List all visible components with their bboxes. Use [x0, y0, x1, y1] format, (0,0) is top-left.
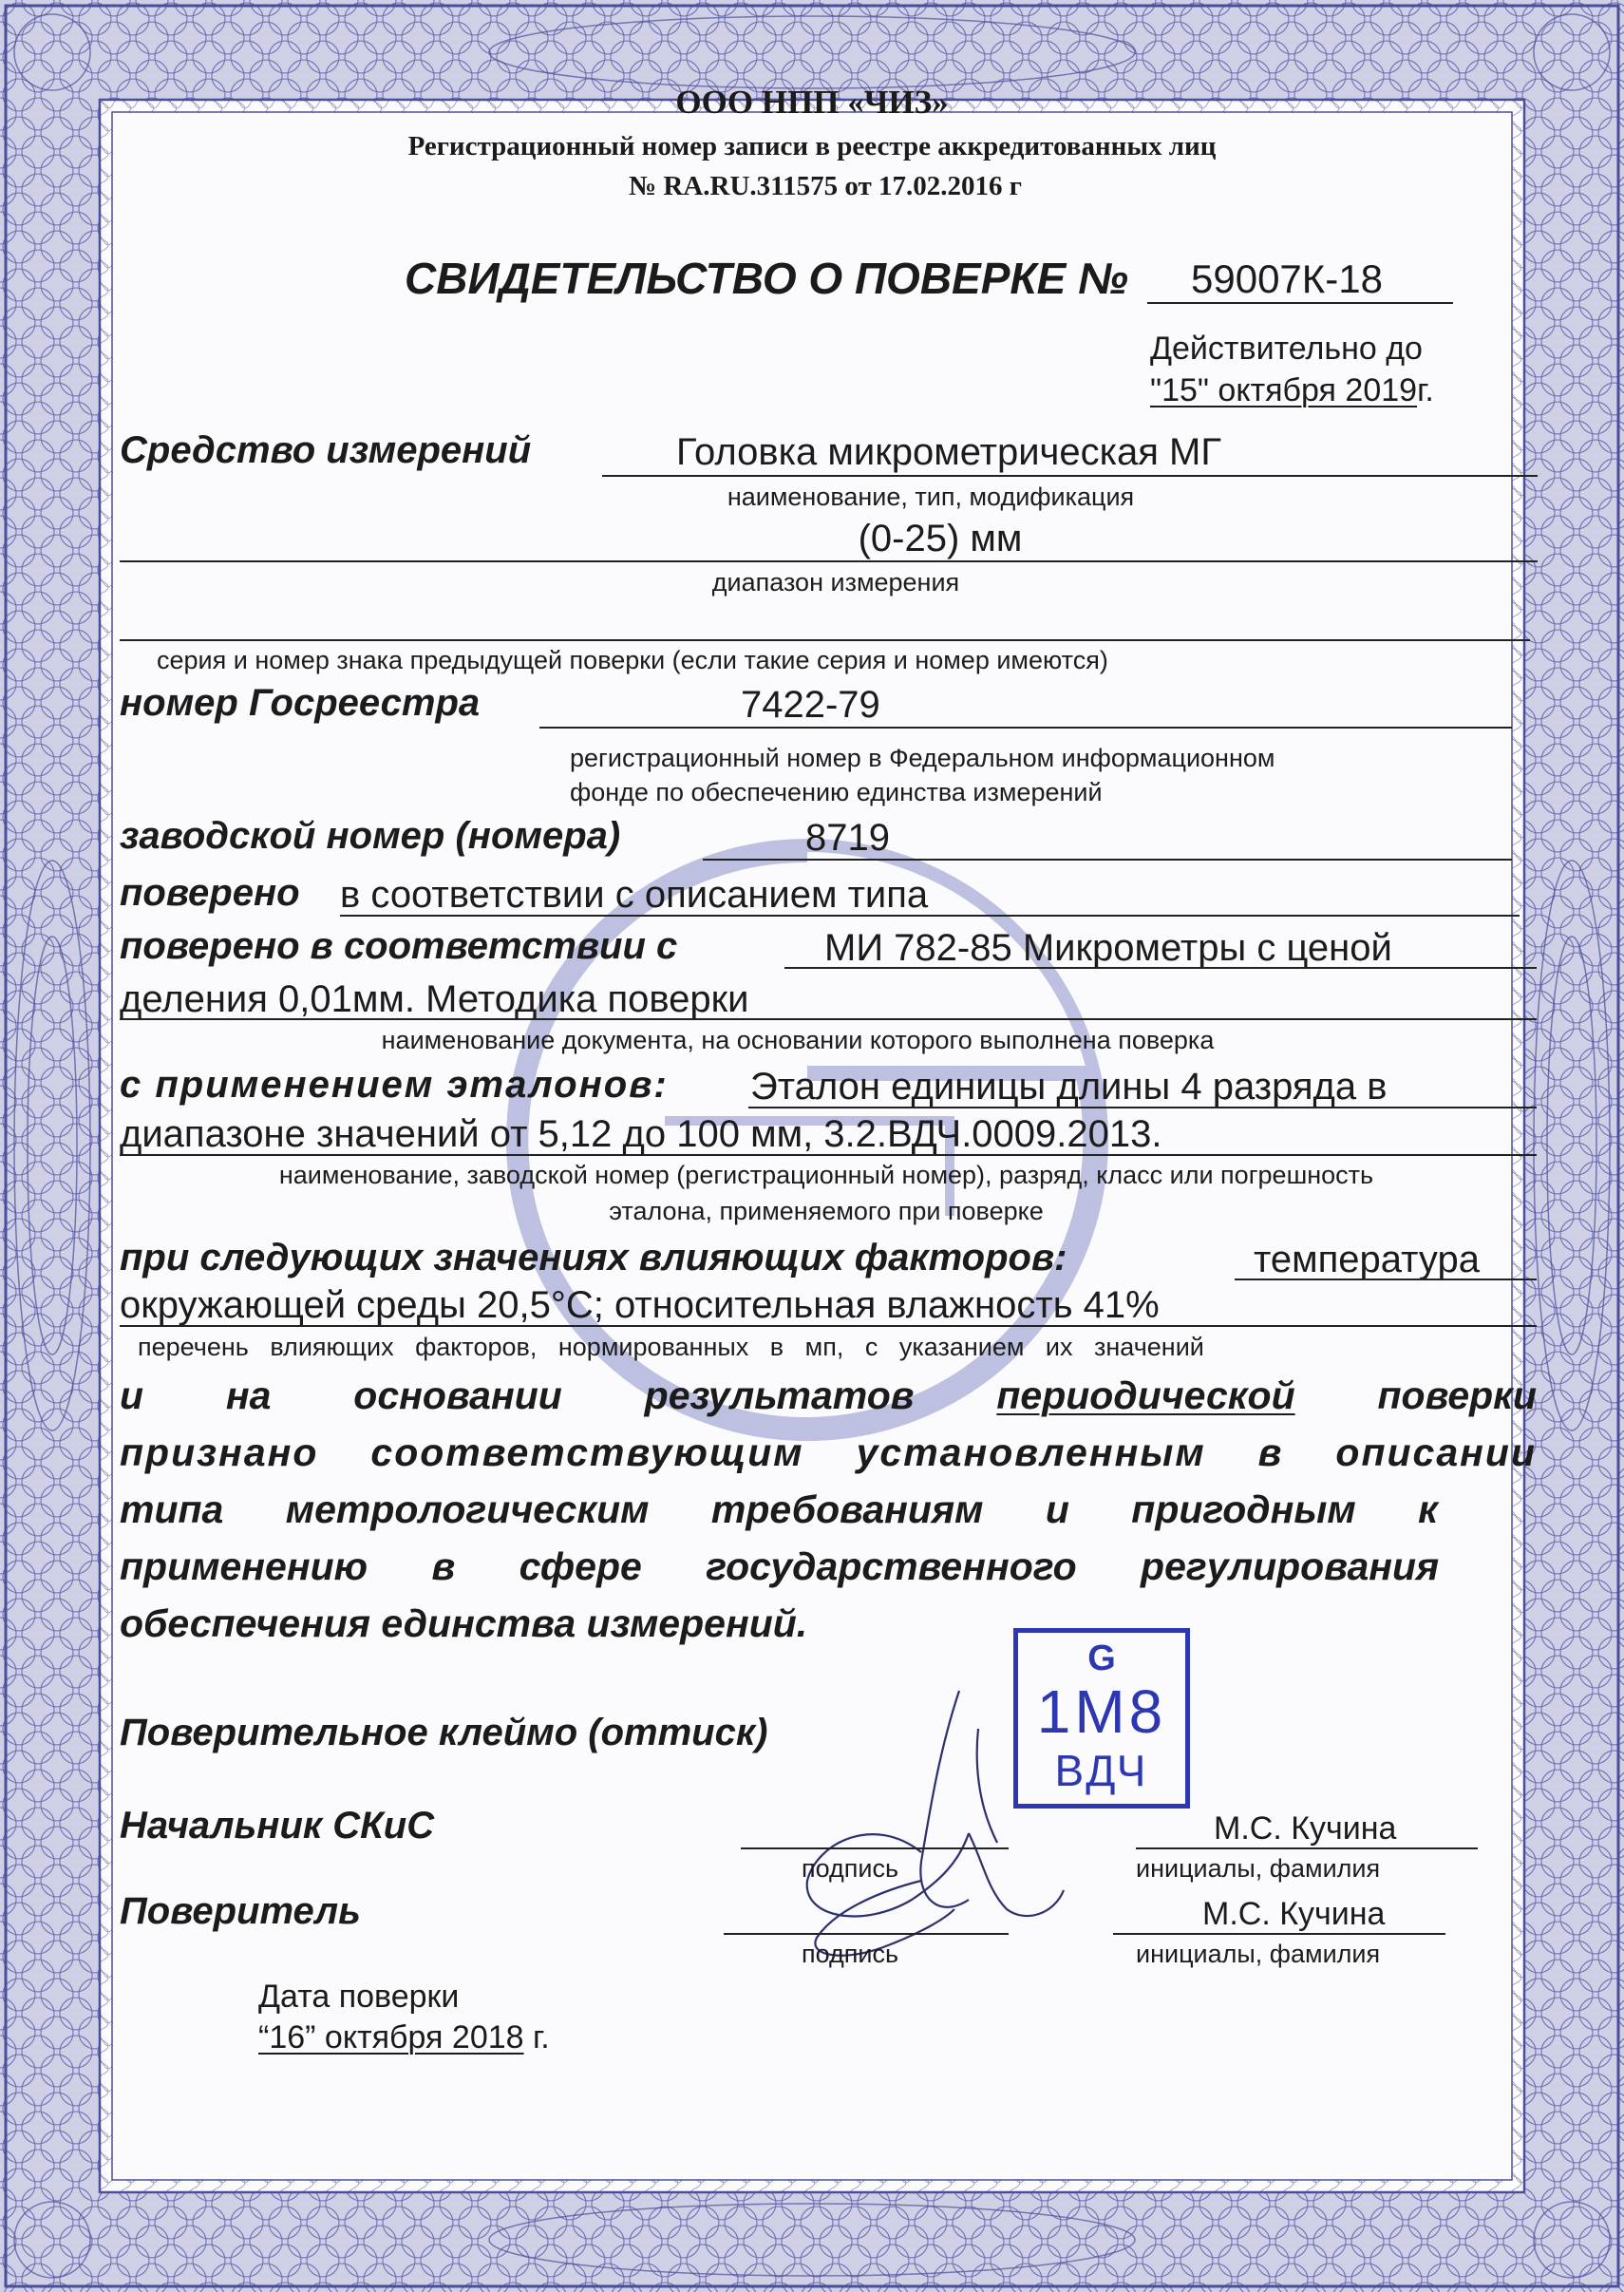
chief-name: М.С. Кучина — [1214, 1810, 1397, 1847]
previous-verification-caption: серия и номер знака предыдущей поверки (если такие серия и номер имеются) — [157, 646, 1108, 674]
stamp-label: Поверительное клеймо (оттиск) — [120, 1712, 768, 1753]
stamp-mark-row-1: 1М8 — [1036, 1677, 1167, 1746]
validity-date-row — [1150, 372, 1434, 409]
verification-type: периодической — [996, 1373, 1295, 1417]
standards-caption-2: эталона, применяемого при поверке — [609, 1197, 1044, 1225]
verified-doc-line-1: МИ 782-85 Микрометры с ценой — [824, 927, 1392, 969]
registry-label: номер Госреестра — [120, 682, 481, 724]
factors-line-2: окружающей среды 20,5°С; относительная влажность 41% — [120, 1284, 1160, 1326]
verifier-label: Поверитель — [120, 1890, 361, 1932]
verifier-name-caption: инициалы, фамилия — [1136, 1940, 1381, 1968]
registry-caption-1: регистрационный номер в Федеральном информационном — [570, 744, 1275, 772]
verified-doc-label: поверено в соответствии с — [120, 925, 678, 967]
verified-doc-caption: наименование документа, на основании которого выполнена поверка — [381, 1026, 1215, 1054]
conclusion-line-1 — [120, 1373, 1537, 1418]
conclusion-line-3: типа метрологическим требованиям и пригодным к — [120, 1487, 1438, 1531]
conclusion-line-5: обеспечения единства измерений. — [120, 1601, 808, 1645]
accreditation-id: № RA.RU.311575 — [629, 171, 839, 201]
standards-caption-1: наименование, заводской номер (регистрационный номер), разряд, класс или погрешность — [278, 1161, 1374, 1189]
conclusion-line-2: признано соответствующим установленным в описании — [120, 1430, 1537, 1474]
range-caption: диапазон измерения — [711, 568, 960, 597]
registry-line: Регистрационный номер записи в реестре аккредитованных лиц — [407, 131, 1217, 161]
validity-suffix: г. — [1417, 372, 1434, 408]
standards-label: с применением эталонов: — [120, 1064, 669, 1106]
instrument-name-caption: наименование, тип, модификация — [727, 483, 1135, 511]
chief-label: Начальник СКиС — [120, 1805, 435, 1847]
verifier-name: М.С. Кучина — [1202, 1896, 1386, 1932]
conclusion-line-4: применению в сфере государственного регулирования — [120, 1544, 1440, 1588]
chief-name-caption: инициалы, фамилия — [1136, 1854, 1381, 1883]
verification-date: “16” октября 2018 — [258, 2019, 524, 2055]
instrument-name: Головка микрометрическая МГ — [676, 431, 1222, 473]
conclusion-line-1-end: поверки — [1377, 1373, 1537, 1417]
stamp-logo-icon: G — [1087, 1638, 1116, 1678]
accreditation-number — [629, 171, 1022, 202]
verified-doc-line-2: деления 0,01мм. Методика поверки — [120, 978, 749, 1020]
factors-line-1: температура — [1254, 1239, 1480, 1280]
verifier-signature-caption: подпись — [802, 1940, 899, 1968]
chief-signature-caption: подпись — [802, 1854, 899, 1883]
measurement-range: (0-25) мм — [858, 518, 1023, 559]
standards-line-2: диапазоне значений от 5,12 до 100 мм, 3.2.ВДЧ.0009.2013. — [120, 1113, 1162, 1155]
serial-number: 8719 — [805, 817, 890, 859]
registry-caption-2: фонде по обеспечению единства измерений — [570, 778, 1103, 806]
verification-date-suffix: г. — [533, 2019, 550, 2055]
factors-label: при следующих значениях влияющих факторов: — [120, 1237, 1067, 1279]
signature-scribble — [779, 1672, 1083, 1966]
standards-line-1: Эталон единицы длины 4 разряда в — [750, 1066, 1388, 1108]
verification-date-row — [258, 2019, 550, 2056]
verification-date-label: Дата поверки — [258, 1979, 460, 2015]
registry-number: 7422-79 — [741, 684, 880, 726]
factors-caption: перечень влияющих факторов, нормированных в мп, с указанием их значений — [138, 1333, 1204, 1361]
instrument-label: Средство измерений — [120, 429, 532, 471]
org-name: ООО НПП «ЧИЗ» — [675, 84, 949, 121]
serial-label: заводской номер (номера) — [120, 815, 621, 857]
conclusion-line-1-start: и на основании результатов — [120, 1373, 915, 1417]
verified-basis: в соответствии с описанием типа — [340, 874, 929, 916]
verified-label: поверено — [120, 872, 300, 914]
certificate-number: 59007К-18 — [1191, 256, 1383, 301]
accreditation-date: 17.02.2016 г — [878, 171, 1022, 201]
stamp-mark-row-2: ВДЧ — [1054, 1746, 1149, 1795]
validity-label: Действительно до — [1150, 331, 1423, 367]
certificate-title: СВИДЕТЕЛЬСТВО О ПОВЕРКЕ № — [405, 254, 1128, 303]
validity-date: "15" октября 2019 — [1150, 372, 1418, 408]
accreditation-from: от — [844, 171, 872, 201]
